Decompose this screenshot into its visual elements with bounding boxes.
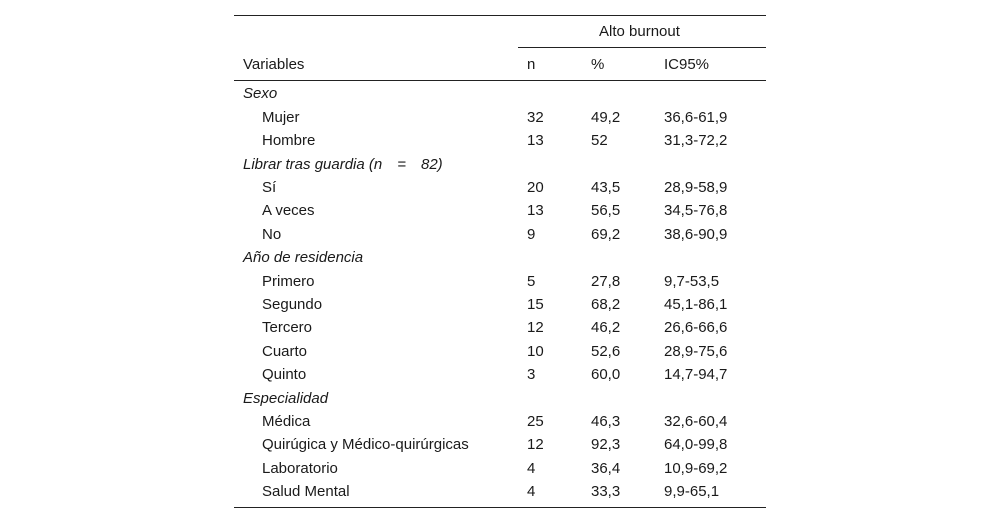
row-n: 12 [527,319,544,336]
row-percent: 60,0 [591,366,621,383]
row-n: 4 [527,483,536,500]
row-percent: 69,2 [591,226,621,243]
row-n: 15 [527,296,544,313]
row-label: Hombre [262,132,316,149]
group-label: Especialidad [243,390,329,407]
row-n: 13 [527,132,544,149]
column-header-ci95: IC95% [664,56,710,73]
row-n: 13 [527,202,544,219]
row-ci95: 9,7-53,5 [664,273,720,290]
row-percent: 92,3 [591,436,621,453]
group-header-alto-burnout: Alto burnout [599,23,680,40]
row-n: 12 [527,436,544,453]
row-percent: 56,5 [591,202,621,219]
column-header-variables: Variables [243,56,305,73]
column-header-n: n [527,56,536,73]
row-ci95: 64,0-99,8 [664,436,728,453]
row-ci95: 38,6-90,9 [664,226,728,243]
group-header-rule [518,47,766,48]
row-percent: 52 [591,132,608,149]
column-header-percent: % [591,56,605,73]
row-percent: 33,3 [591,483,621,500]
row-label: Sí [262,179,277,196]
row-n: 9 [527,226,536,243]
row-percent: 52,6 [591,343,621,360]
row-label: Primero [262,273,315,290]
row-ci95: 26,6-66,6 [664,319,728,336]
row-label: Médica [262,413,311,430]
row-ci95: 28,9-58,9 [664,179,728,196]
row-percent: 46,3 [591,413,621,430]
row-label: Segundo [262,296,323,313]
row-ci95: 34,5-76,8 [664,202,728,219]
row-n: 3 [527,366,536,383]
row-label: Cuarto [262,343,308,360]
row-percent: 68,2 [591,296,621,313]
row-ci95: 9,9-65,1 [664,483,720,500]
row-ci95: 14,7-94,7 [664,366,728,383]
row-ci95: 36,6-61,9 [664,109,728,126]
row-n: 25 [527,413,544,430]
row-label: Quinto [262,366,307,383]
row-n: 4 [527,460,536,477]
row-percent: 43,5 [591,179,621,196]
row-ci95: 32,6-60,4 [664,413,728,430]
row-percent: 27,8 [591,273,621,290]
row-n: 5 [527,273,536,290]
header-bottom-rule [234,80,766,81]
row-label: Quirúgica y Médico-quirúrgicas [262,436,469,453]
row-n: 20 [527,179,544,196]
row-label: Laboratorio [262,460,338,477]
row-label: Mujer [262,109,300,126]
row-ci95: 31,3-72,2 [664,132,728,149]
row-ci95: 45,1-86,1 [664,296,728,313]
row-label: Tercero [262,319,313,336]
row-label: No [262,226,282,243]
row-n: 10 [527,343,544,360]
row-ci95: 10,9-69,2 [664,460,728,477]
row-label: Salud Mental [262,483,350,500]
row-ci95: 28,9-75,6 [664,343,728,360]
row-percent: 46,2 [591,319,621,336]
row-percent: 49,2 [591,109,621,126]
table-bottom-rule [234,507,766,508]
row-label: A veces [262,202,315,219]
row-n: 32 [527,109,544,126]
group-label: Sexo [243,85,278,102]
group-label: Año de residencia [243,249,364,266]
row-percent: 36,4 [591,460,621,477]
group-label: Librar tras guardia (n = 82) [243,156,443,173]
table-top-rule [234,15,766,16]
